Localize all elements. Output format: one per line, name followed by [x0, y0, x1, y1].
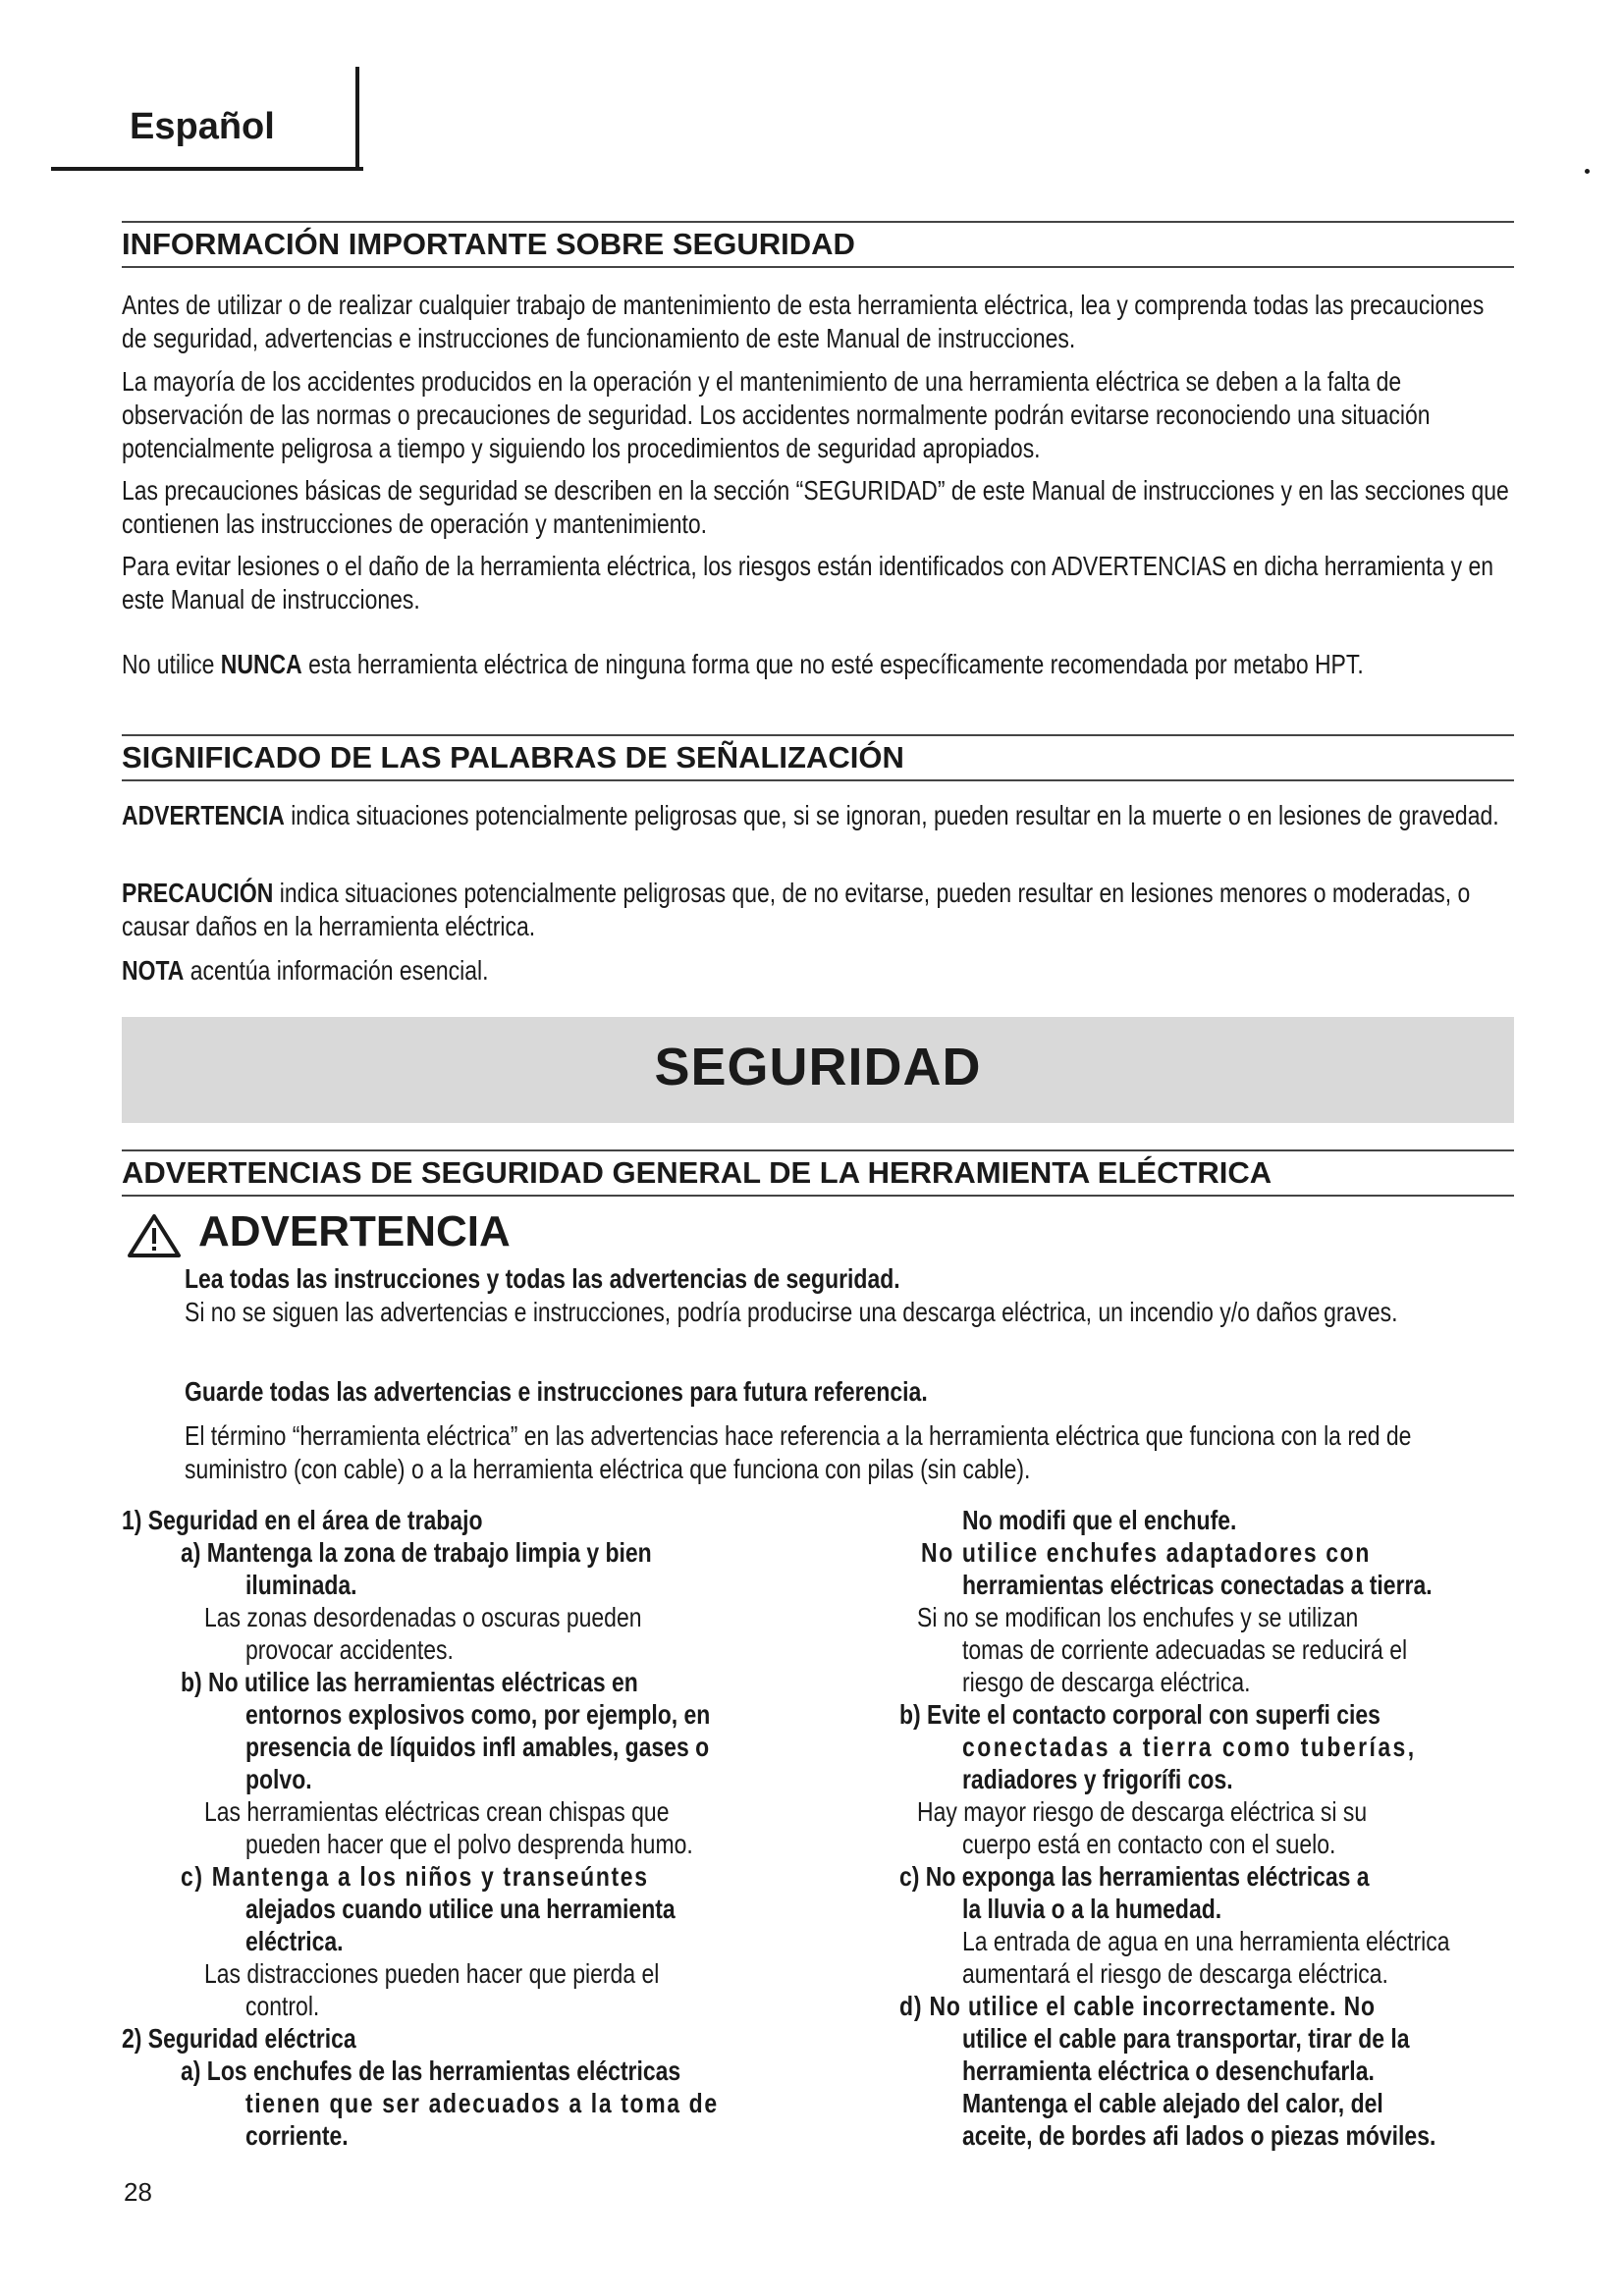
term: NOTA — [122, 955, 185, 986]
list-item: 2) Seguridad eléctrica — [122, 2023, 356, 2054]
list-item: alejados cuando utilice una herramienta — [245, 1894, 676, 1924]
emphasis-never: NUNCA — [220, 649, 302, 679]
keep-instructions: Guarde todas las advertencias e instrucciones para futura referencia. — [185, 1376, 928, 1407]
list-item: a) Los enchufes de las herramientas eléctricas — [181, 2056, 681, 2086]
list-item: Mantenga el cable alejado del calor, del — [962, 2088, 1383, 2118]
list-item: 1) Seguridad en el área de trabajo — [122, 1505, 483, 1535]
list-item: Las herramientas eléctricas crean chispas que — [204, 1796, 670, 1827]
text: indica situaciones potencialmente peligrosas que, de no evitarse, pueden resultar en lesiones menores o moderadas, o causar daños en la herramienta eléctrica. — [122, 878, 1471, 941]
left-column — [122, 1504, 829, 2171]
banner-title: SEGURIDAD — [654, 1038, 982, 1096]
list-item: corriente. — [245, 2120, 349, 2151]
definition-precaucion — [122, 877, 1514, 943]
list-item: iluminada. — [245, 1570, 357, 1600]
list-item: riesgo de descarga eléctrica. — [962, 1667, 1251, 1697]
list-item: tomas de corriente adecuadas se reducirá el — [962, 1634, 1408, 1665]
term: ADVERTENCIA — [122, 800, 285, 830]
definition-nota — [122, 954, 1514, 988]
right-column — [899, 1504, 1528, 2171]
list-item: tienen que ser adecuados a la toma de — [245, 2088, 719, 2118]
list-item: control. — [245, 1991, 320, 2021]
paragraph: Para evitar lesiones o el daño de la herramienta eléctrica, los riesgos están identificados con ADVERTENCIAS en dicha herramienta y en este Manual de instrucciones. — [122, 551, 1494, 614]
list-item: d) No utilice el cable incorrectamente. No — [899, 1991, 1376, 2021]
list-item: herramientas eléctricas conectadas a tierra. — [962, 1570, 1433, 1600]
text: acentúa información esencial. — [184, 955, 489, 986]
list-item: polvo. — [245, 1764, 312, 1794]
margin-dot — [1585, 169, 1590, 174]
list-item: La entrada de agua en una herramienta eléctrica — [962, 1926, 1450, 1956]
read-all-detail: Si no se siguen las advertencias e instrucciones, podría producirse una descarga eléctrica, un incendio y/o daños graves. — [185, 1297, 1398, 1327]
list-item: pueden hacer que el polvo desprenda humo. — [245, 1829, 693, 1859]
language-tab — [51, 67, 359, 171]
list-item: cuerpo está en contacto con el suelo. — [962, 1829, 1336, 1859]
list-item: aceite, de bordes afi lados o piezas móviles. — [962, 2120, 1436, 2151]
list-item: eléctrica. — [245, 1926, 344, 1956]
paragraph: Antes de utilizar o de realizar cualquier trabajo de mantenimiento de esta herramienta eléctrica, lea y comprenda todas las precauciones de seguridad, advertencias e instrucciones de funcionamiento de este Manual de instrucciones. — [122, 290, 1485, 353]
definition-advertencia — [122, 799, 1514, 832]
section-heading-text: SIGNIFICADO DE LAS PALABRAS DE SEÑALIZACIÓN — [122, 740, 904, 774]
tab-divider-horizontal — [51, 167, 363, 171]
list-item: No utilice enchufes adaptadores con — [921, 1537, 1372, 1568]
page-number: 28 — [124, 2177, 152, 2207]
list-item: b) Evite el contacto corporal con superfi cies — [899, 1699, 1380, 1730]
section-heading-safety-info — [122, 221, 1514, 268]
paragraph: Las precauciones básicas de seguridad se describen en la sección “SEGURIDAD” de este Manual de instrucciones y en las secciones que contienen las instrucciones de operación y mantenimiento. — [122, 475, 1509, 539]
list-item: b) No utilice las herramientas eléctricas en — [181, 1667, 638, 1697]
section-heading-text: INFORMACIÓN IMPORTANTE SOBRE SEGURIDAD — [122, 227, 855, 261]
list-item: aumentará el riesgo de descarga eléctrica. — [962, 1958, 1388, 1989]
list-item: Las zonas desordenadas o oscuras pueden — [204, 1602, 642, 1632]
list-item: Las distracciones pueden hacer que pierda el — [204, 1958, 660, 1989]
warning-title: ADVERTENCIA — [198, 1207, 511, 1255]
list-item: provocar accidentes. — [245, 1634, 454, 1665]
list-item: presencia de líquidos infl amables, gases o — [245, 1732, 710, 1762]
list-item: entornos explosivos como, por ejemplo, en — [245, 1699, 711, 1730]
language-label: Español — [130, 106, 275, 147]
section-heading-signal-words — [122, 734, 1514, 781]
list-item: utilice el cable para transportar, tirar de la — [962, 2023, 1410, 2054]
section-heading-general-warnings — [122, 1149, 1514, 1197]
term: PRECAUCIÓN — [122, 878, 274, 908]
list-item: conectadas a tierra como tuberías, — [962, 1732, 1417, 1762]
tab-divider-vertical — [355, 67, 359, 171]
list-item: Si no se modifican los enchufes y se utilizan — [917, 1602, 1359, 1632]
seguridad-banner — [122, 1017, 1514, 1123]
section-heading-text: ADVERTENCIAS DE SEGURIDAD GENERAL DE LA HERRAMIENTA ELÉCTRICA — [122, 1155, 1272, 1190]
read-all-instructions: Lea todas las instrucciones y todas las advertencias de seguridad. — [185, 1263, 900, 1294]
text: esta herramienta eléctrica de ninguna forma que no esté específicamente recomendada por metabo HPT. — [301, 649, 1364, 679]
list-item: c) No exponga las herramientas eléctricas a — [899, 1861, 1370, 1892]
list-item: No modifi que el enchufe. — [962, 1505, 1237, 1535]
list-item: herramienta eléctrica o desenchufarla. — [962, 2056, 1375, 2086]
list-item: radiadores y frigorífi cos. — [962, 1764, 1233, 1794]
list-item: c) Mantenga a los niños y transeúntes — [181, 1861, 649, 1892]
paragraph-never-use — [122, 648, 1514, 681]
text: indica situaciones potencialmente peligrosas que, si se ignoran, pueden resultar en la muerte o en lesiones de gravedad. — [284, 800, 1499, 830]
warning-triangle-icon — [128, 1213, 181, 1258]
list-item: a) Mantenga la zona de trabajo limpia y bien — [181, 1537, 652, 1568]
text: No utilice — [122, 649, 221, 679]
list-item: Hay mayor riesgo de descarga eléctrica si su — [917, 1796, 1368, 1827]
paragraph: La mayoría de los accidentes producidos en la operación y el mantenimiento de una herramienta eléctrica se deben a la falta de observación de las normas o precauciones de seguridad. Los accidentes normalmente podrán evitarse reconociendo una situación potencialmente peligrosa a tiempo y siguiendo los procedimientos de seguridad apropiados. — [122, 366, 1431, 463]
term-definition: El término “herramienta eléctrica” en las advertencias hace referencia a la herramienta eléctrica que funciona con la red de suministro (con cable) o a la herramienta eléctrica que funciona con pilas (sin cable). — [185, 1420, 1412, 1484]
list-item: la lluvia o a la humedad. — [962, 1894, 1222, 1924]
